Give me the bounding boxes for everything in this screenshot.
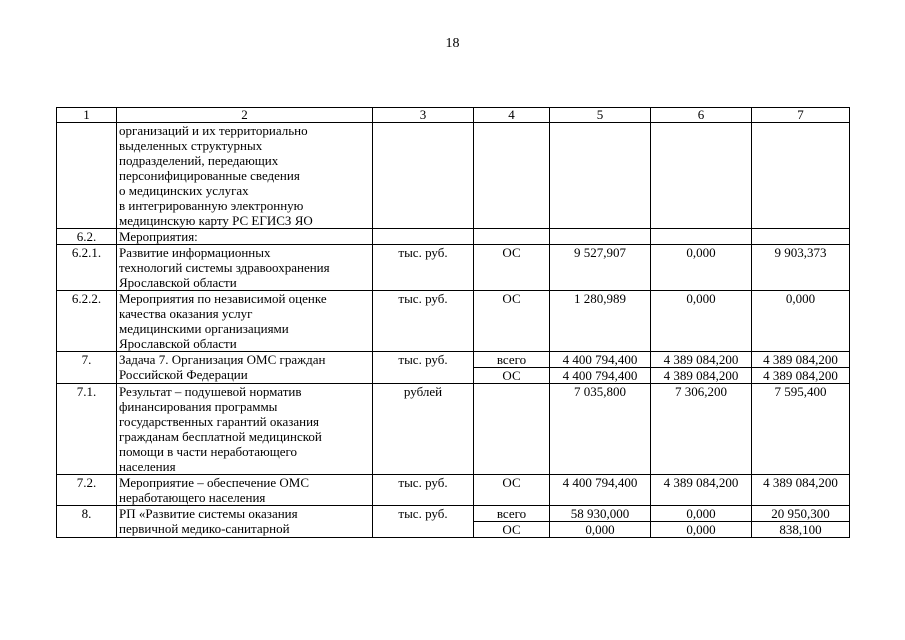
row-value-5: 58 930,000 <box>550 506 651 522</box>
header-cell: 4 <box>474 108 550 123</box>
row-source: ОС <box>474 522 550 538</box>
row-unit: тыс. руб. <box>373 352 474 384</box>
row-value-7: 838,100 <box>752 522 850 538</box>
row-number: 7.2. <box>57 475 117 506</box>
table-row <box>57 352 850 368</box>
row-number: 7. <box>57 352 117 384</box>
row-unit <box>373 123 474 229</box>
row-source: ОС <box>474 291 550 352</box>
row-value-5: 4 400 794,400 <box>550 352 651 368</box>
row-number: 8. <box>57 506 117 538</box>
row-value-7: 20 950,300 <box>752 506 850 522</box>
header-cell: 7 <box>752 108 850 123</box>
row-unit: тыс. руб. <box>373 291 474 352</box>
row-source <box>474 123 550 229</box>
row-unit <box>373 229 474 245</box>
table-row <box>57 123 850 229</box>
row-value-6: 4 389 084,200 <box>651 352 752 368</box>
row-value-7 <box>752 123 850 229</box>
header-cell: 3 <box>373 108 474 123</box>
row-value-7: 4 389 084,200 <box>752 368 850 384</box>
row-number: 6.2.2. <box>57 291 117 352</box>
row-value-6: 4 389 084,200 <box>651 368 752 384</box>
row-value-6: 0,000 <box>651 522 752 538</box>
page-number: 18 <box>445 36 460 51</box>
row-number: 6.2.1. <box>57 245 117 291</box>
row-unit: рублей <box>373 384 474 475</box>
row-description: организаций и их территориально выделенных структурных подразделений, передающих персонифицированные сведения о медицинских услугах в интегрированную электронную медицинскую карту РС ЕГИСЗ ЯО <box>117 123 373 229</box>
row-value-6: 4 389 084,200 <box>651 475 752 506</box>
row-description: Мероприятия по независимой оценке качества оказания услуг медицинскими организациями Ярославской области <box>117 291 373 352</box>
row-description: Развитие информационных технологий системы здравоохранения Ярославской области <box>117 245 373 291</box>
row-source: ОС <box>474 245 550 291</box>
row-value-5: 1 280,989 <box>550 291 651 352</box>
table-row <box>57 506 850 522</box>
row-value-5: 7 035,800 <box>550 384 651 475</box>
row-source <box>474 384 550 475</box>
budget-table <box>56 107 850 538</box>
row-description: РП «Развитие системы оказания первичной медико-санитарной <box>117 506 373 538</box>
row-value-5: 9 527,907 <box>550 245 651 291</box>
row-value-6: 0,000 <box>651 291 752 352</box>
row-unit: тыс. руб. <box>373 245 474 291</box>
row-description: Задача 7. Организация ОМС граждан Российской Федерации <box>117 352 373 384</box>
row-source: всего <box>474 352 550 368</box>
row-value-7 <box>752 229 850 245</box>
row-source: ОС <box>474 368 550 384</box>
table-row <box>57 245 850 291</box>
row-value-6: 7 306,200 <box>651 384 752 475</box>
row-number <box>57 123 117 229</box>
row-description: Результат – подушевой норматив финансирования программы государственных гарантий оказания гражданам бесплатной медицинской помощи в части неработающего населения <box>117 384 373 475</box>
row-unit: тыс. руб. <box>373 475 474 506</box>
row-source <box>474 229 550 245</box>
row-number: 7.1. <box>57 384 117 475</box>
row-value-6: 0,000 <box>651 506 752 522</box>
row-value-6 <box>651 123 752 229</box>
header-cell: 6 <box>651 108 752 123</box>
row-value-7: 0,000 <box>752 291 850 352</box>
row-description: Мероприятия: <box>117 229 373 245</box>
row-value-5: 4 400 794,400 <box>550 475 651 506</box>
row-value-6: 0,000 <box>651 245 752 291</box>
row-source: всего <box>474 506 550 522</box>
row-value-5: 4 400 794,400 <box>550 368 651 384</box>
table-row <box>57 229 850 245</box>
row-value-5 <box>550 123 651 229</box>
row-value-5 <box>550 229 651 245</box>
row-value-7: 4 389 084,200 <box>752 475 850 506</box>
row-unit: тыс. руб. <box>373 506 474 538</box>
row-description: Мероприятие – обеспечение ОМС неработающего населения <box>117 475 373 506</box>
row-number: 6.2. <box>57 229 117 245</box>
row-value-5: 0,000 <box>550 522 651 538</box>
row-source: ОС <box>474 475 550 506</box>
row-value-7: 7 595,400 <box>752 384 850 475</box>
header-cell: 5 <box>550 108 651 123</box>
table-row <box>57 291 850 352</box>
row-value-6 <box>651 229 752 245</box>
row-value-7: 9 903,373 <box>752 245 850 291</box>
row-value-7: 4 389 084,200 <box>752 352 850 368</box>
table-header-row <box>57 108 850 123</box>
header-cell: 1 <box>57 108 117 123</box>
table-row <box>57 475 850 506</box>
header-cell: 2 <box>117 108 373 123</box>
table-row <box>57 384 850 475</box>
